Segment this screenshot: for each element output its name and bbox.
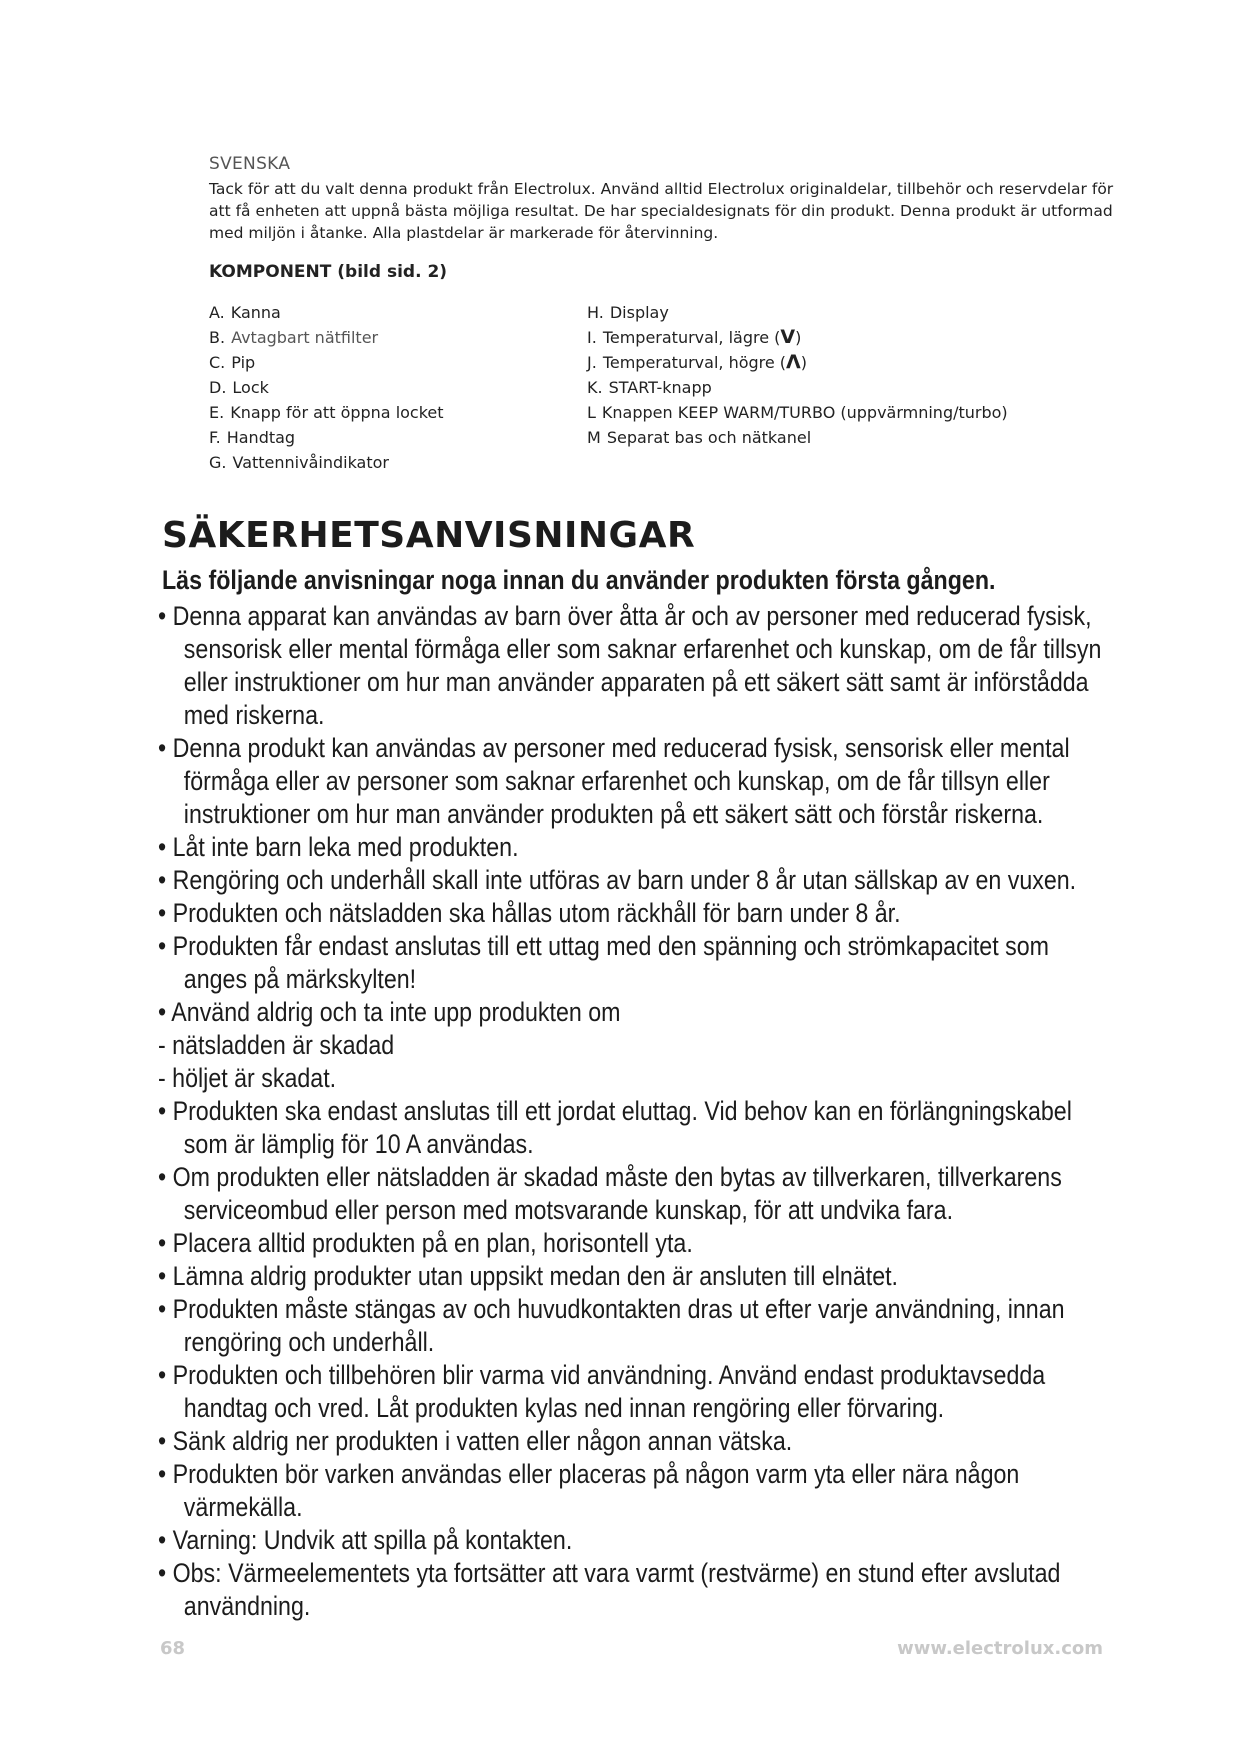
safety-item-line: med riskerna.	[183, 700, 325, 730]
chevron-up-icon: Λ	[786, 351, 801, 373]
language-label: SVENSKA	[209, 154, 291, 174]
safety-item	[158, 1161, 1104, 1227]
components-title: KOMPONENT	[209, 262, 332, 282]
component-text: Kanna	[230, 303, 281, 322]
safety-item-line: • Rengöring och underhåll skall inte utföras av barn under 8 år utan sällskap av en vuxen.	[158, 865, 1077, 895]
safety-item	[158, 1260, 1104, 1293]
safety-item-line: • Placera alltid produkten på en plan, horisontell yta.	[158, 1228, 693, 1258]
components-heading	[209, 262, 447, 282]
component-letter: K.	[587, 378, 603, 397]
component-text: Temperaturval, lägre (	[602, 328, 781, 347]
component-item	[209, 400, 444, 425]
safety-item	[158, 831, 1104, 864]
safety-item	[158, 897, 1104, 930]
safety-item-line: • Denna produkt kan användas av personer med reducerad fysisk, sensorisk eller mental	[158, 733, 1070, 763]
chevron-down-icon: V	[780, 326, 796, 348]
safety-item-line: - höljet är skadat.	[158, 1063, 337, 1093]
component-item	[209, 450, 444, 475]
component-item	[209, 350, 444, 375]
safety-item-line: värmekälla.	[183, 1492, 303, 1522]
component-letter: F.	[209, 428, 221, 447]
safety-item	[158, 1029, 1104, 1062]
safety-item-line: sensorisk eller mental förmåga eller som saknar erfarenhet och kunskap, om de får tillsyn	[183, 634, 1102, 664]
safety-item-line: handtag och vred. Låt produkten kylas ned innan rengöring eller förvaring.	[183, 1393, 945, 1423]
safety-item-line: • Produkten och tillbehören blir varma vid användning. Använd endast produktavsedda	[158, 1360, 1046, 1390]
safety-item-line: • Produkten ska endast anslutas till ett jordat eluttag. Vid behov kan en förlängningskabel	[158, 1096, 1072, 1126]
component-letter: E.	[209, 403, 225, 422]
safety-item	[158, 1095, 1104, 1161]
safety-item-line: - nätsladden är skadad	[158, 1030, 395, 1060]
component-text: Display	[609, 303, 669, 322]
component-letter: J.	[587, 353, 597, 372]
safety-item-line: • Produkten får endast anslutas till ett uttag med den spänning och strömkapacitet som	[158, 931, 1050, 961]
safety-item-line: eller instruktioner om hur man använder apparaten på ett säkert sätt samt är införstådda	[183, 667, 1089, 697]
component-item	[209, 325, 444, 350]
component-letter: M	[587, 428, 601, 447]
safety-item-line: serviceombud eller person med motsvarande kunskap, för att undvika fara.	[183, 1195, 954, 1225]
component-text-suffix: )	[800, 353, 808, 372]
component-letter: H.	[587, 303, 604, 322]
footer-url: www.electrolux.com	[897, 1638, 1103, 1659]
safety-item-line: • Denna apparat kan användas av barn över åtta år och av personer med reducerad fysisk,	[158, 601, 1092, 631]
safety-item	[158, 1425, 1104, 1458]
safety-item	[158, 732, 1104, 831]
component-text: Separat bas och nätkanel	[606, 428, 812, 447]
safety-item	[158, 1062, 1104, 1095]
safety-item-line: • Använd aldrig och ta inte upp produkten om	[158, 997, 621, 1027]
safety-item-line: användning.	[183, 1591, 311, 1621]
component-text: Temperaturval, högre (	[602, 353, 787, 372]
component-text: Vattennivåindikator	[232, 453, 389, 472]
component-item	[587, 425, 1008, 450]
safety-item	[158, 1293, 1104, 1359]
components-list-right	[587, 300, 1008, 450]
intro-paragraph: Tack för att du valt denna produkt från Electrolux. Använd alltid Electrolux originaldelar, tillbehör och reservdelar för att få enheten att uppnå bästa möjliga resultat. De har specialdesignats för din produkt. Denna produkt är utformad med miljön i åtanke. Alla plastdelar är markerade för återvinning.	[209, 180, 1114, 242]
safety-item-line: anges på märkskylten!	[183, 964, 417, 994]
components-reference: (bild sid. 2)	[337, 262, 448, 282]
page-number: 68	[160, 1638, 186, 1659]
safety-item-line: instruktioner om hur man använder produkten på ett säkert sätt och förstår riskerna.	[183, 799, 1044, 829]
component-text: Knapp för att öppna locket	[230, 403, 444, 422]
safety-item-line: • Produkten och nätsladden ska hållas utom räckhåll för barn under 8 år.	[158, 898, 901, 928]
component-item	[209, 375, 444, 400]
component-text: Pip	[231, 353, 256, 372]
safety-item	[158, 1458, 1104, 1524]
component-letter: A.	[209, 303, 225, 322]
component-item	[587, 325, 1008, 350]
component-item	[587, 350, 1008, 375]
safety-item-line: • Om produkten eller nätsladden är skadad måste den bytas av tillverkaren, tillverkarens	[158, 1162, 1062, 1192]
components-list-left	[209, 300, 444, 475]
component-text-suffix: )	[795, 328, 802, 347]
component-text: Handtag	[226, 428, 296, 447]
safety-item-line: • Låt inte barn leka med produkten.	[158, 832, 519, 862]
safety-item-line: • Produkten bör varken användas eller placeras på någon varm yta eller nära någon	[158, 1459, 1020, 1489]
safety-item	[158, 600, 1104, 732]
safety-item	[158, 864, 1104, 897]
component-letter: I.	[587, 328, 597, 347]
safety-lead: Läs följande anvisningar noga innan du använder produkten första gången.	[162, 565, 996, 595]
safety-item-line: förmåga eller av personer som saknar erfarenhet och kunskap, om de får tillsyn eller	[183, 766, 1050, 796]
safety-item	[158, 930, 1104, 996]
component-text: Knappen KEEP WARM/TURBO (uppvärmning/turbo)	[601, 403, 1008, 422]
safety-list	[158, 600, 1104, 1623]
component-letter: C.	[209, 353, 226, 372]
safety-item	[158, 1524, 1104, 1557]
component-letter: D.	[209, 378, 227, 397]
component-letter: G.	[209, 453, 227, 472]
component-letter: L	[587, 403, 596, 422]
component-item	[209, 425, 444, 450]
safety-item-line: • Sänk aldrig ner produkten i vatten eller någon annan vätska.	[158, 1426, 793, 1456]
component-letter: B.	[209, 328, 226, 347]
safety-item-line: • Obs: Värmeelementets yta fortsätter att vara varmt (restvärme) en stund efter avslutad	[158, 1558, 1061, 1588]
safety-item-line: rengöring och underhåll.	[183, 1327, 435, 1357]
component-text: Avtagbart nätfilter	[231, 328, 379, 347]
safety-item-line: som är lämplig för 10 A användas.	[183, 1129, 534, 1159]
safety-item	[158, 1557, 1104, 1623]
safety-item-line: • Lämna aldrig produkter utan uppsikt medan den är ansluten till elnätet.	[158, 1261, 899, 1291]
safety-item	[158, 996, 1104, 1029]
component-item	[587, 300, 1008, 325]
safety-item-line: • Varning: Undvik att spilla på kontakten.	[158, 1525, 573, 1555]
safety-item	[158, 1359, 1104, 1425]
component-item	[209, 300, 444, 325]
component-item	[587, 375, 1008, 400]
component-text: START-knapp	[608, 378, 712, 397]
safety-heading: SÄKERHETSANVISNINGAR	[162, 515, 696, 556]
component-text: Lock	[232, 378, 269, 397]
safety-item-line: • Produkten måste stängas av och huvudkontakten dras ut efter varje användning, innan	[158, 1294, 1065, 1324]
component-item	[587, 400, 1008, 425]
safety-item	[158, 1227, 1104, 1260]
